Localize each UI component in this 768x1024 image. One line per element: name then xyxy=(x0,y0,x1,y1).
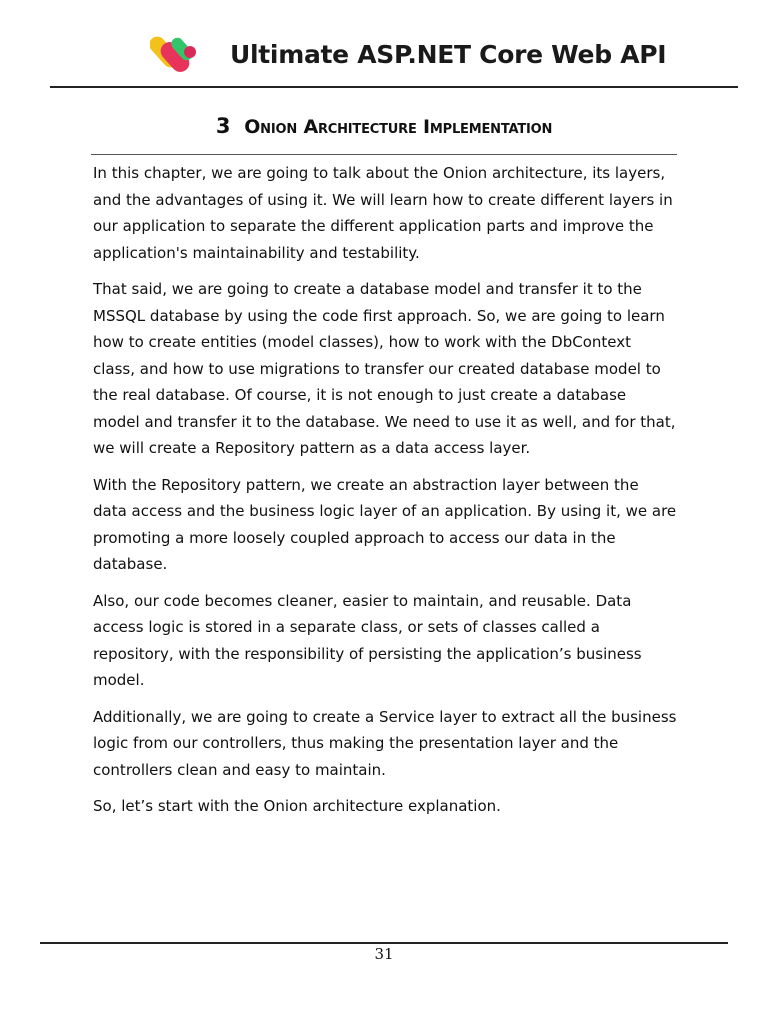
body-paragraph: That said, we are going to create a database model and transfer it to the MSSQL database by using the code first approach. So, we are going to learn how to create entities (model classes), how to work with the DbContext class, and how to use migrations to transfer our created database model to the real database. Of course, it is not enough to just create a database model and transfer it to the database. We need to use it as well, and for that, we will create a Repository pattern as a data access layer. xyxy=(93,280,676,457)
header-divider xyxy=(50,86,738,88)
body-paragraph: In this chapter, we are going to talk about the Onion architecture, its layers, and the advantages of using it. We will learn how to create different layers in our application to separate the different application parts and improve the application's maintainability and testability. xyxy=(93,164,673,262)
chapter-divider xyxy=(91,154,677,155)
body-paragraph: Also, our code becomes cleaner, easier to maintain, and reusable. Data access logic is stored in a separate class, or sets of classes called a repository, with the responsibility of persisting the application’s business model. xyxy=(93,591,642,689)
book-title: Ultimate ASP.NET Core Web API xyxy=(230,40,667,69)
footer-divider xyxy=(40,942,728,944)
chapter-heading xyxy=(0,114,768,138)
body-paragraph: So, let’s start with the Onion architecture explanation. xyxy=(93,797,501,815)
page-header xyxy=(0,0,768,90)
chapter-number: 3 xyxy=(215,114,231,138)
body-paragraph: With the Repository pattern, we create an abstraction layer between the data access and the business logic layer of an application. By using it, we are promoting a more loosely coupled approach to access our data in the database. xyxy=(93,475,677,573)
body-paragraph: Additionally, we are going to create a Service layer to extract all the business logic from our controllers, thus making the presentation layer and the controllers clean and easy to maintain. xyxy=(93,707,677,779)
book-logo-icon xyxy=(150,30,202,78)
chapter-body xyxy=(93,160,677,830)
page-number: 31 xyxy=(374,945,394,963)
chapter-title: Onion Architecture Implementation xyxy=(244,116,553,138)
